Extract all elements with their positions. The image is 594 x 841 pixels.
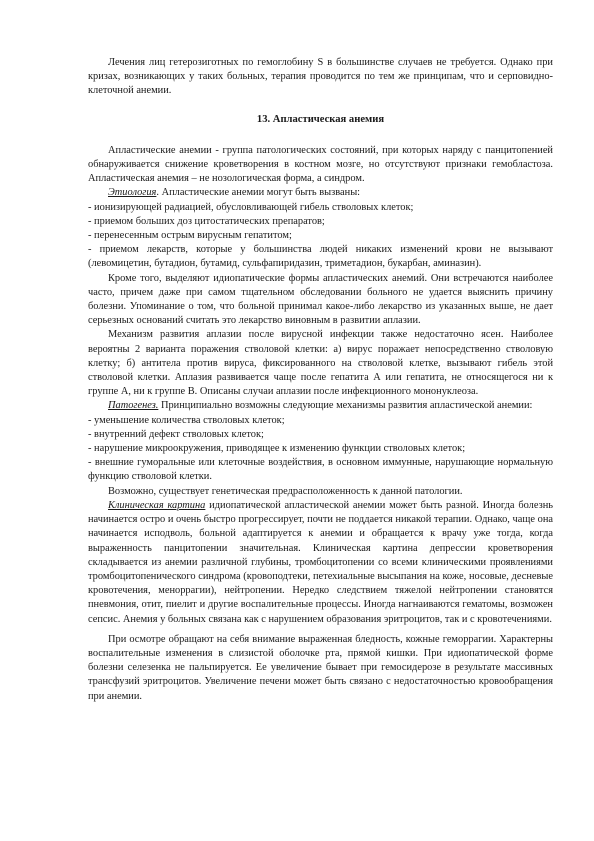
clinical-paragraph <box>88 499 553 627</box>
document-page <box>88 56 553 704</box>
mechanism-paragraph: Механизм развития аплазии после вирусной инфекции также недостаточно ясен. Наиболее вероятны 2 варианта поражения стволовой клетки: а) вирус поражает непосредственно стволовую клетку; б) антитела против вируса, фиксированного на стволовой клетке, вызывают гибель этой стволовой клетки. Аплазия развивается чаще после гепатита А или гепатита, не относящегося ни к группе А, ни к группе В. Описаны случаи аплазии после инфекционного мононуклеоза. <box>88 329 553 398</box>
etiology-item-3: - перенесенным острым вирусным гепатитом; <box>88 230 292 242</box>
etiology-label: Этиология <box>108 187 157 199</box>
intro-paragraph: Лечения лиц гетерозиготных по гемоглобину S в большинстве случаев не требуется. Однако при кризах, возникающих у таких больных, терапия проводится по тем же принципам, что и серповидно-клеточной анемии. <box>88 57 553 97</box>
etiology-lead: . Апластические анемии могут быть вызваны: <box>156 187 361 199</box>
genetic-paragraph: Возможно, существует генетическая предрасположенность к данной патологии. <box>108 485 463 497</box>
exam-paragraph: При осмотре обращают на себя внимание выраженная бледность, кожные геморрагии. Характерны воспалительные изменения в слизистой оболочке рта, прямой кишки. При идиопатической форме болезни селезенка не пальпируется. Ее увеличение бывает при гемосидерозе в результате массивных трансфузий эритроцитов. Увеличение печени может быть связано с недостаточностью кровообращения при анемии. <box>88 633 553 702</box>
pathogenesis-item-4: - внешние гуморальные или клеточные воздействия, в основном иммунные, нарушающие нормальную функцию стволовой клетки. <box>88 457 553 483</box>
etiology-item-2: - приемом больших доз цитостатических препаратов; <box>88 215 325 227</box>
idiopathic-paragraph: Кроме того, выделяют идиопатические формы апластических анемий. Они встречаются наиболее часто, причем даже при самом тщательном обследовании больного не удается выяснить причину болезни. Упоминание о том, что больной принимал какое-либо лекарство из указанных выше, не дает серьезных оснований считать это лекарство виновным в развитии аплазии. <box>88 272 553 327</box>
etiology-paragraph <box>88 186 553 200</box>
clinical-text: идиопатической апластической анемии может быть разной. Иногда болезнь начинается остро и очень быстро прогрессирует, почти не поддается никакой терапии. Однако, чаще она начинается исподволь, больной адаптируется к анемии и обращается к врачу уже тогда, когда выраженность панцитопении значительная. Клиническая картина депрессии кроветворения складывается из анемии различной глубины, тромбоцитопении со всеми клиническими проявлениями тромбоцитопенического синдрома (кровоподтеки, петехиальные высыпания на коже, носовые, десневые кровотечения, меноррагии), нейтропении. Нередко следствием тяжелой нейтропении становятся пневмония, отит, пиелит и другие воспалительные процессы. Иногда нагнаиваются гематомы, возможен сепсис. Анемия у больных связана как с нарушением образования эритроцитов, так и с кровотечениями. <box>88 499 553 625</box>
section-title: 13. Апластическая анемия <box>256 113 385 125</box>
pathogenesis-item-3: - нарушение микроокружения, приводящее к изменению функции стволовых клеток; <box>88 443 466 455</box>
etiology-item-4: - приемом лекарств, которые у большинства людей никаких изменений крови не вызывают (левомицетин, бутадион, бутамид, сульфапиридазин, триметадион, букарбан, аминазин). <box>88 244 553 270</box>
pathogenesis-label: Патогенез. <box>108 400 159 412</box>
etiology-item-1: - ионизирующей радиацией, обусловливающей гибель стволовых клеток; <box>88 201 414 213</box>
pathogenesis-item-1: - уменьшение количества стволовых клеток; <box>88 414 285 426</box>
clinical-label: Клиническая картина <box>108 499 206 511</box>
pathogenesis-item-2: - внутренний дефект стволовых клеток; <box>88 428 264 440</box>
definition-paragraph: Апластические анемии - группа патологических состояний, при которых наряду с панцитопенией обнаруживается снижение кроветворения в костном мозге, но отсутствуют признаки гемобластоза. Апластическая анемия – не нозологическая форма, а синдром. <box>88 144 553 185</box>
pathogenesis-lead: Принципиально возможны следующие механизмы развития апластической анемии: <box>158 400 533 412</box>
pathogenesis-paragraph <box>88 399 553 413</box>
